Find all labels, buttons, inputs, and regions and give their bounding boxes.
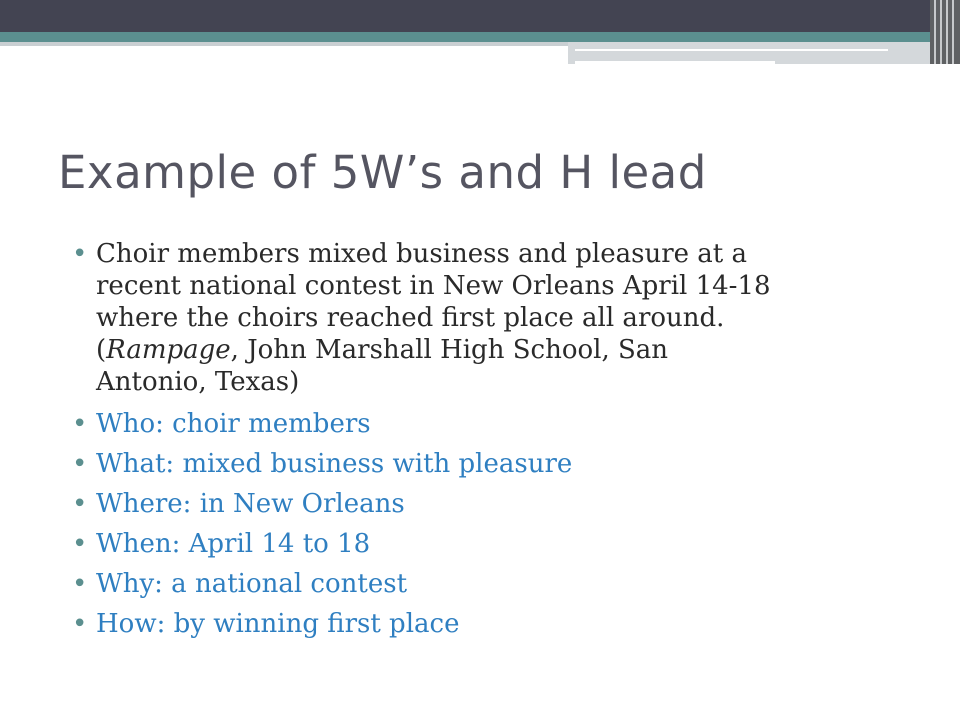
what-item	[72, 448, 892, 480]
bullet-dot: •	[72, 489, 88, 519]
source-rest: , John Marshall High School, San	[230, 335, 669, 365]
header-vertical-stripes	[930, 0, 960, 64]
source-publication: Rampage	[106, 335, 231, 365]
lead-source-last-line: Antonio, Texas)	[96, 367, 300, 397]
where-item	[72, 488, 892, 520]
what-text: What: mixed business with pleasure	[96, 449, 573, 479]
source-open-paren: (	[96, 335, 107, 365]
who-text: Who: choir members	[96, 409, 371, 439]
lead-line-3: where the choirs reached first place all around.	[96, 303, 725, 333]
bullet-dot: •	[72, 569, 88, 599]
lead-line-1: Choir members mixed business and pleasure at a	[96, 239, 748, 269]
who-item	[72, 408, 892, 440]
header-teal-band	[0, 32, 960, 42]
header-grey-band-left	[0, 42, 568, 46]
lead-line-2: recent national contest in New Orleans April 14-18	[96, 271, 771, 301]
header-dark-bar	[0, 0, 960, 32]
when-item	[72, 528, 892, 560]
header-accent-line-bottom	[575, 61, 775, 64]
how-item	[72, 608, 892, 640]
when-text: When: April 14 to 18	[96, 529, 371, 559]
bullet-dot: •	[72, 239, 88, 269]
bullet-dot: •	[72, 609, 88, 639]
where-text: Where: in New Orleans	[96, 489, 405, 519]
why-text: Why: a national contest	[96, 569, 408, 599]
header-accent-line-top	[575, 49, 888, 51]
lead-source-line	[96, 334, 892, 366]
slide-title: Example of 5W’s and H lead	[58, 146, 707, 199]
why-item	[72, 568, 892, 600]
how-text: How: by winning first place	[96, 609, 460, 639]
lead-example-item	[72, 238, 892, 398]
bullet-dot: •	[72, 449, 88, 479]
bullet-list	[72, 238, 892, 648]
bullet-dot: •	[72, 529, 88, 559]
bullet-dot: •	[72, 409, 88, 439]
